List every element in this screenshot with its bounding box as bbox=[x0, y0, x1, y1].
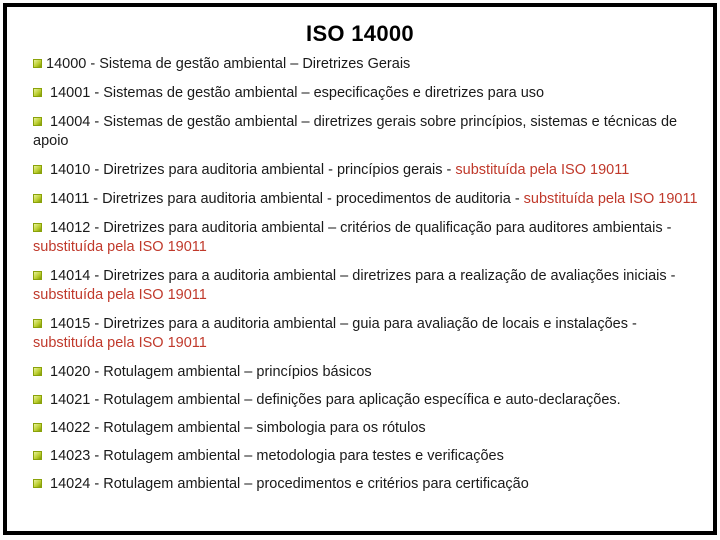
square-bullet-icon bbox=[33, 223, 42, 232]
item-text: 14010 - Diretrizes para auditoria ambiental - princípios gerais - bbox=[46, 162, 456, 178]
square-bullet-icon bbox=[33, 423, 42, 432]
item-text: 14000 - Sistema de gestão ambiental – Diretrizes Gerais bbox=[46, 56, 411, 72]
list-item bbox=[33, 161, 703, 180]
list-item bbox=[33, 419, 703, 438]
item-note: substituída pela ISO 19011 bbox=[33, 335, 207, 351]
list-item bbox=[33, 391, 703, 410]
item-text: 14014 - Diretrizes para a auditoria ambiental – diretrizes para a realização de avaliações iniciais - bbox=[46, 268, 676, 284]
slide-title: ISO 14000 bbox=[306, 21, 414, 46]
item-text: 14022 - Rotulagem ambiental – simbologia para os rótulos bbox=[46, 420, 426, 436]
square-bullet-icon bbox=[33, 395, 42, 404]
square-bullet-icon bbox=[33, 479, 42, 488]
item-text: 14015 - Diretrizes para a auditoria ambiental – guia para avaliação de locais e instalações - bbox=[46, 316, 637, 332]
square-bullet-icon bbox=[33, 451, 42, 460]
square-bullet-icon bbox=[33, 165, 42, 174]
item-text: 14024 - Rotulagem ambiental – procedimentos e critérios para certificação bbox=[46, 476, 529, 492]
list-item bbox=[33, 84, 703, 103]
item-text: 14012 - Diretrizes para auditoria ambiental – critérios de qualificação para auditores ambientais - bbox=[46, 220, 672, 236]
square-bullet-icon bbox=[33, 194, 42, 203]
item-note: substituída pela ISO 19011 bbox=[455, 162, 630, 178]
square-bullet-icon bbox=[33, 59, 42, 68]
item-text: 14023 - Rotulagem ambiental – metodologia para testes e verificações bbox=[46, 448, 504, 464]
list-item bbox=[33, 55, 703, 74]
item-text: 14004 - Sistemas de gestão ambiental – diretrizes gerais sobre princípios, sistemas e técnicas de apoio bbox=[33, 114, 678, 149]
list-item bbox=[33, 190, 703, 209]
square-bullet-icon bbox=[33, 367, 42, 376]
slide-frame bbox=[3, 3, 717, 535]
square-bullet-icon bbox=[33, 319, 42, 328]
standards-list bbox=[33, 55, 703, 503]
item-text: 14020 - Rotulagem ambiental – princípios básicos bbox=[46, 364, 372, 380]
square-bullet-icon bbox=[33, 88, 42, 97]
square-bullet-icon bbox=[33, 117, 42, 126]
list-item bbox=[33, 267, 703, 305]
list-item bbox=[33, 447, 703, 466]
list-item bbox=[33, 363, 703, 382]
item-text: 14001 - Sistemas de gestão ambiental – especificações e diretrizes para uso bbox=[46, 85, 545, 101]
item-text: 14021 - Rotulagem ambiental – definições para aplicação específica e auto-declarações. bbox=[46, 392, 621, 408]
item-note: substituída pela ISO 19011 bbox=[523, 191, 698, 207]
item-note: substituída pela ISO 19011 bbox=[33, 287, 207, 303]
item-note: substituída pela ISO 19011 bbox=[33, 239, 207, 255]
list-item bbox=[33, 219, 703, 257]
square-bullet-icon bbox=[33, 271, 42, 280]
item-text: 14011 - Diretrizes para auditoria ambiental - procedimentos de auditoria - bbox=[46, 191, 524, 207]
list-item bbox=[33, 475, 703, 494]
list-item bbox=[33, 315, 703, 353]
list-item bbox=[33, 113, 703, 151]
